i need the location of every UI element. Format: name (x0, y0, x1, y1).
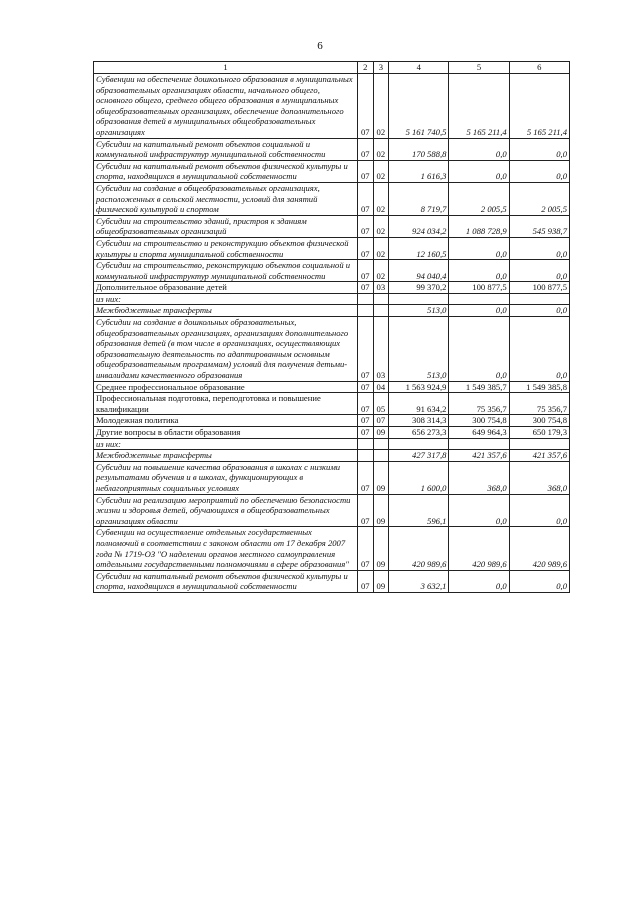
header-col-5: 5 (449, 62, 509, 74)
row-value-col6: 0,0 (509, 494, 569, 527)
row-section-code: 07 (357, 138, 373, 160)
row-name-cell: Другие вопросы в области образования (94, 427, 358, 439)
row-section-code: 07 (357, 381, 373, 393)
row-subsection-code: 09 (373, 570, 389, 592)
row-value-col6: 0,0 (509, 160, 569, 182)
row-value-col5: 300 754,8 (449, 415, 509, 427)
table-row (94, 237, 570, 259)
row-value-col5: 0,0 (449, 305, 509, 317)
row-name-cell: Субсидии на строительство и реконструкцию объектов физической культуры и спорта муниципальной собственности (94, 237, 358, 259)
row-value-col6 (509, 293, 569, 305)
row-value-col6: 0,0 (509, 138, 569, 160)
row-section-code: 07 (357, 494, 373, 527)
table-row (94, 393, 570, 415)
row-name-cell: Субвенции на обеспечение дошкольного образования в муниципальных образовательных организациях области, начального общего, основного общего, среднего общего образования в муниципальных общеобразовательных организациях, обеспечение дополнительного образования детей в муниципальных общеобразовательных организациях (94, 74, 358, 139)
table-body (94, 74, 570, 593)
row-subsection-code: 02 (373, 160, 389, 182)
row-subsection-code: 02 (373, 182, 389, 215)
row-value-col6: 0,0 (509, 237, 569, 259)
row-name-cell: Субсидии на создание в общеобразовательных организациях, расположенных в сельской местности, условий для занятий физической культурой и спортом (94, 182, 358, 215)
row-value-col4: 99 370,2 (389, 282, 449, 294)
row-subsection-code: 02 (373, 215, 389, 237)
row-value-col5: 0,0 (449, 260, 509, 282)
row-section-code: 07 (357, 215, 373, 237)
row-value-col5: 100 877,5 (449, 282, 509, 294)
row-section-code: 07 (357, 182, 373, 215)
table-row (94, 215, 570, 237)
row-value-col5: 2 005,5 (449, 182, 509, 215)
row-section-code (357, 450, 373, 462)
row-value-col6: 421 357,6 (509, 450, 569, 462)
header-col-1: 1 (94, 62, 358, 74)
table-row (94, 438, 570, 450)
row-section-code: 07 (357, 237, 373, 259)
header-col-2: 2 (357, 62, 373, 74)
row-value-col5: 649 964,3 (449, 427, 509, 439)
row-subsection-code (373, 305, 389, 317)
row-subsection-code: 05 (373, 393, 389, 415)
header-col-3: 3 (373, 62, 389, 74)
row-section-code: 07 (357, 570, 373, 592)
table-row (94, 293, 570, 305)
row-value-col5 (449, 293, 509, 305)
row-value-col4: 170 588,8 (389, 138, 449, 160)
row-value-col4: 427 317,8 (389, 450, 449, 462)
row-value-col6: 650 179,3 (509, 427, 569, 439)
row-value-col4: 656 273,3 (389, 427, 449, 439)
row-value-col5: 0,0 (449, 237, 509, 259)
row-value-col4: 5 161 740,5 (389, 74, 449, 139)
row-name-cell: Субсидии на капитальный ремонт объектов физической культуры и спорта, находящихся в муниципальной собственности (94, 570, 358, 592)
row-value-col4: 3 632,1 (389, 570, 449, 592)
row-section-code: 07 (357, 393, 373, 415)
row-value-col6: 368,0 (509, 461, 569, 494)
row-value-col6: 420 989,6 (509, 527, 569, 570)
row-subsection-code: 07 (373, 415, 389, 427)
row-section-code (357, 293, 373, 305)
table-row (94, 182, 570, 215)
row-value-col6: 5 165 211,4 (509, 74, 569, 139)
row-section-code: 07 (357, 527, 373, 570)
row-value-col4: 1 563 924,9 (389, 381, 449, 393)
row-value-col6: 1 549 385,8 (509, 381, 569, 393)
row-value-col4: 1 600,0 (389, 461, 449, 494)
table-row (94, 160, 570, 182)
row-value-col6: 300 754,8 (509, 415, 569, 427)
table-header-row (94, 62, 570, 74)
header-col-4: 4 (389, 62, 449, 74)
row-subsection-code: 03 (373, 282, 389, 294)
table-row (94, 527, 570, 570)
row-value-col5: 0,0 (449, 494, 509, 527)
row-section-code: 07 (357, 282, 373, 294)
row-section-code: 07 (357, 317, 373, 382)
row-name-cell: Субсидии на создание в дошкольных образовательных, общеобразовательных организациях, организациях дополнительного образования детей (в том числе в организациях, осуществляющих образовательную деятельность по адаптированным основным общеобразовательным программам) условий для получения детьми-инвалидами качественного образования (94, 317, 358, 382)
row-name-cell: Субсидии на реализацию мероприятий по обеспечению безопасности жизни и здоровья детей, обучающихся в общеобразовательных организациях области (94, 494, 358, 527)
row-section-code: 07 (357, 427, 373, 439)
row-subsection-code: 02 (373, 237, 389, 259)
row-subsection-code: 02 (373, 74, 389, 139)
row-value-col6: 0,0 (509, 260, 569, 282)
row-value-col4: 420 989,6 (389, 527, 449, 570)
row-value-col4: 12 160,5 (389, 237, 449, 259)
row-subsection-code: 03 (373, 317, 389, 382)
table-row (94, 570, 570, 592)
row-section-code: 07 (357, 461, 373, 494)
row-value-col5: 420 989,6 (449, 527, 509, 570)
row-subsection-code: 09 (373, 427, 389, 439)
row-value-col4 (389, 438, 449, 450)
table-row (94, 427, 570, 439)
row-value-col4: 596,1 (389, 494, 449, 527)
row-section-code: 07 (357, 260, 373, 282)
row-subsection-code (373, 438, 389, 450)
row-value-col4 (389, 293, 449, 305)
table-row (94, 381, 570, 393)
row-value-col6: 2 005,5 (509, 182, 569, 215)
row-name-cell: Субвенции на осуществление отдельных государственных полномочий в соответствии с законом области от 17 декабря 2007 года № 1719-ОЗ "О наделении органов местного самоуправления отдельными государственными полномочиями в сфере образования" (94, 527, 358, 570)
row-name-cell: Дополнительное образование детей (94, 282, 358, 294)
row-value-col5: 0,0 (449, 160, 509, 182)
table-row (94, 260, 570, 282)
row-value-col4: 8 719,7 (389, 182, 449, 215)
row-value-col4: 308 314,3 (389, 415, 449, 427)
row-value-col5: 0,0 (449, 317, 509, 382)
row-name-cell: из них: (94, 293, 358, 305)
header-col-6: 6 (509, 62, 569, 74)
row-value-col5: 421 357,6 (449, 450, 509, 462)
row-value-col6: 100 877,5 (509, 282, 569, 294)
row-name-cell: Профессиональная подготовка, переподготовка и повышение квалификации (94, 393, 358, 415)
row-subsection-code: 09 (373, 461, 389, 494)
row-section-code (357, 305, 373, 317)
row-value-col6: 75 356,7 (509, 393, 569, 415)
row-value-col5: 5 165 211,4 (449, 74, 509, 139)
row-value-col6: 0,0 (509, 570, 569, 592)
row-value-col5: 1 549 385,7 (449, 381, 509, 393)
row-section-code: 07 (357, 160, 373, 182)
row-section-code: 07 (357, 415, 373, 427)
row-name-cell: из них: (94, 438, 358, 450)
row-section-code (357, 438, 373, 450)
row-value-col4: 1 616,3 (389, 160, 449, 182)
table-row (94, 317, 570, 382)
row-name-cell: Молодежная политика (94, 415, 358, 427)
row-value-col6 (509, 438, 569, 450)
budget-table (93, 61, 570, 593)
row-value-col5 (449, 438, 509, 450)
row-value-col5: 0,0 (449, 570, 509, 592)
row-name-cell: Межбюджетные трансферты (94, 305, 358, 317)
row-value-col5: 1 088 728,9 (449, 215, 509, 237)
row-name-cell: Среднее профессиональное образование (94, 381, 358, 393)
row-value-col6: 0,0 (509, 317, 569, 382)
row-name-cell: Межбюджетные трансферты (94, 450, 358, 462)
page-number: 6 (317, 40, 323, 52)
row-subsection-code (373, 293, 389, 305)
row-value-col5: 75 356,7 (449, 393, 509, 415)
row-subsection-code: 09 (373, 527, 389, 570)
row-subsection-code: 02 (373, 260, 389, 282)
row-value-col6: 0,0 (509, 305, 569, 317)
row-name-cell: Субсидии на повышение качества образования в школах с низкими результатами обучения и в школах, функционирующих в неблагоприятных социальных условиях (94, 461, 358, 494)
table-row (94, 494, 570, 527)
row-name-cell: Субсидии на строительство зданий, пристроя к зданиям общеобразовательных организаций (94, 215, 358, 237)
row-value-col6: 545 938,7 (509, 215, 569, 237)
table-row (94, 450, 570, 462)
row-value-col4: 94 040,4 (389, 260, 449, 282)
row-value-col5: 368,0 (449, 461, 509, 494)
table-row (94, 74, 570, 139)
row-subsection-code: 09 (373, 494, 389, 527)
table-row (94, 415, 570, 427)
row-name-cell: Субсидии на капитальный ремонт объектов физической культуры и спорта, находящихся в муниципальной собственности (94, 160, 358, 182)
row-value-col4: 924 034,2 (389, 215, 449, 237)
row-subsection-code (373, 450, 389, 462)
row-value-col5: 0,0 (449, 138, 509, 160)
row-section-code: 07 (357, 74, 373, 139)
row-value-col4: 513,0 (389, 317, 449, 382)
row-name-cell: Субсидии на строительство, реконструкцию объектов социальной и коммунальной инфраструктур муниципальной собственности (94, 260, 358, 282)
row-subsection-code: 02 (373, 138, 389, 160)
table-row (94, 461, 570, 494)
row-name-cell: Субсидии на капитальный ремонт объектов социальной и коммунальной инфраструктур муниципальной собственности (94, 138, 358, 160)
table-row (94, 282, 570, 294)
row-value-col4: 513,0 (389, 305, 449, 317)
table-row (94, 305, 570, 317)
row-value-col4: 91 634,2 (389, 393, 449, 415)
row-subsection-code: 04 (373, 381, 389, 393)
table-row (94, 138, 570, 160)
